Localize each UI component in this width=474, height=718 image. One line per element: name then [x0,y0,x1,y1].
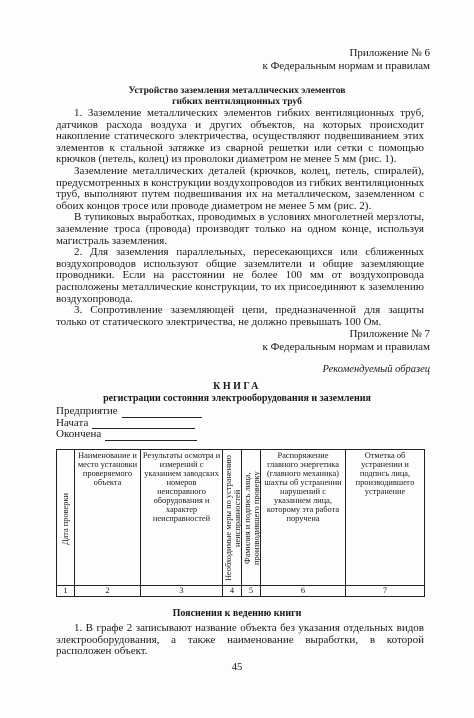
column-number: 2 [75,586,141,597]
recommended-sample-note: Рекомендуемый образец [322,364,430,375]
notes-heading: Пояснения к ведению книги [172,608,302,619]
header-energy-engineer-order: Распоряжение главного энергетика (главного механика) шахты об устранении нарушений с указанием лица, которому эта работа поручена [264,451,342,523]
notes-body [56,623,424,658]
appendix-6-reference [263,47,431,72]
enterprise-field-row [56,406,202,418]
appendix-7-number: Приложение № 7 [349,328,430,340]
column-number: 3 [141,586,223,597]
enterprise-label: Предприятие [56,405,118,417]
notes-paragraph-1: 1. В графе 2 записывают название объекта без указания отдельных видов электрооборудования, а также наименование выработки, в которой расположен объект. [56,622,424,658]
header-elimination-mark: Отметка об устранении и подпись лица, производившего устранение [355,451,415,496]
finished-field-row [56,429,202,441]
section-heading-line1: Устройство заземления металлических элементов [128,85,346,96]
paragraph-2: Заземление металлических деталей (крючков, колец, петель, спиралей), предусмотренных в конструкции воздухопроводов из гибких вентиляционных труб, выполняют путем подвешивания их на металлическом, заземленном с обоих концов тросе или проводе диаметром не менее 5 мм (рис. 2). [56,164,424,212]
header-cell [346,450,425,586]
appendix-7-reference [263,328,431,353]
book-fields [56,406,202,441]
table-header-row [57,450,425,586]
header-cell [75,450,141,586]
header-inspection-results: Результаты осмотра и измерений с указанием заводских номеров неисправного оборудования и характер неисправностей [142,451,221,523]
header-cell [242,450,261,586]
column-number: 1 [57,586,75,597]
finished-blank-line [105,432,197,441]
header-required-measures: Необходимые меры по устранению неисправностей [224,455,242,581]
column-number: 4 [223,586,242,597]
page-number: 45 [231,662,243,673]
paragraph-4: 2. Для заземления параллельных, пересекающихся или сближенных воздухопроводов используют общие заземлители и общие заземляющие проводники. Если на расстоянии не более 100 мм от воздухопровода расположены металлические конструкции, то их присоединяют к заземлению воздухопровода. [56,246,424,305]
enterprise-blank-line [122,409,202,418]
header-check-date: Дата проверки [61,493,70,546]
header-cell [141,450,223,586]
header-cell [223,450,242,586]
started-blank-line [92,420,195,429]
header-cell [261,450,346,586]
table-number-row [57,586,425,597]
header-cell [57,450,75,586]
header-object-name: Наименование и место установки проверяемого объекта [77,451,138,487]
paragraph-5: 3. Сопротивление заземляющей цепи, предназначенной для защиты только от статического электричества, не должно превышать 100 Ом. [56,304,424,328]
started-label: Начата [56,416,89,429]
book-title [0,381,474,404]
book-title-subtitle: регистрации состояния электрооборудования и заземления [103,392,371,404]
section-heading [0,85,474,107]
section-body [56,108,424,328]
paragraph-1: 1. Заземление металлических элементов гибких вентиляционных труб, датчиков расхода воздуха и других объектов, на которых происходит накопление статического электричества, осуществляют подвешиванием этих элементов к стальной затяжке из сварной решетки или сетки с помощью крючков (петель, колец) из проволоки диаметром не менее 5 мм (рис. 1). [56,107,424,166]
column-number: 7 [346,586,425,597]
section-heading-line2: гибких вентиляционных труб [172,96,302,107]
book-title-word: КНИГА [213,381,261,392]
finished-label: Окончена [56,428,102,440]
appendix-7-subtitle: к Федеральным нормам и правилам [262,340,430,353]
header-inspector-name: Фамилия и подпись лица, производившего проверку [243,471,261,565]
column-number: 5 [242,586,261,597]
appendix-6-number: Приложение № 6 [349,47,430,59]
appendix-6-subtitle: к Федеральным нормам и правилам [262,59,430,72]
column-number: 6 [261,586,346,597]
registration-table [56,449,425,597]
paragraph-3: В тупиковых выработках, проводимых в условиях многолетней мерзлоты, заземление троса (провода) производят только на одном конце, используя магистраль заземления. [56,211,424,247]
